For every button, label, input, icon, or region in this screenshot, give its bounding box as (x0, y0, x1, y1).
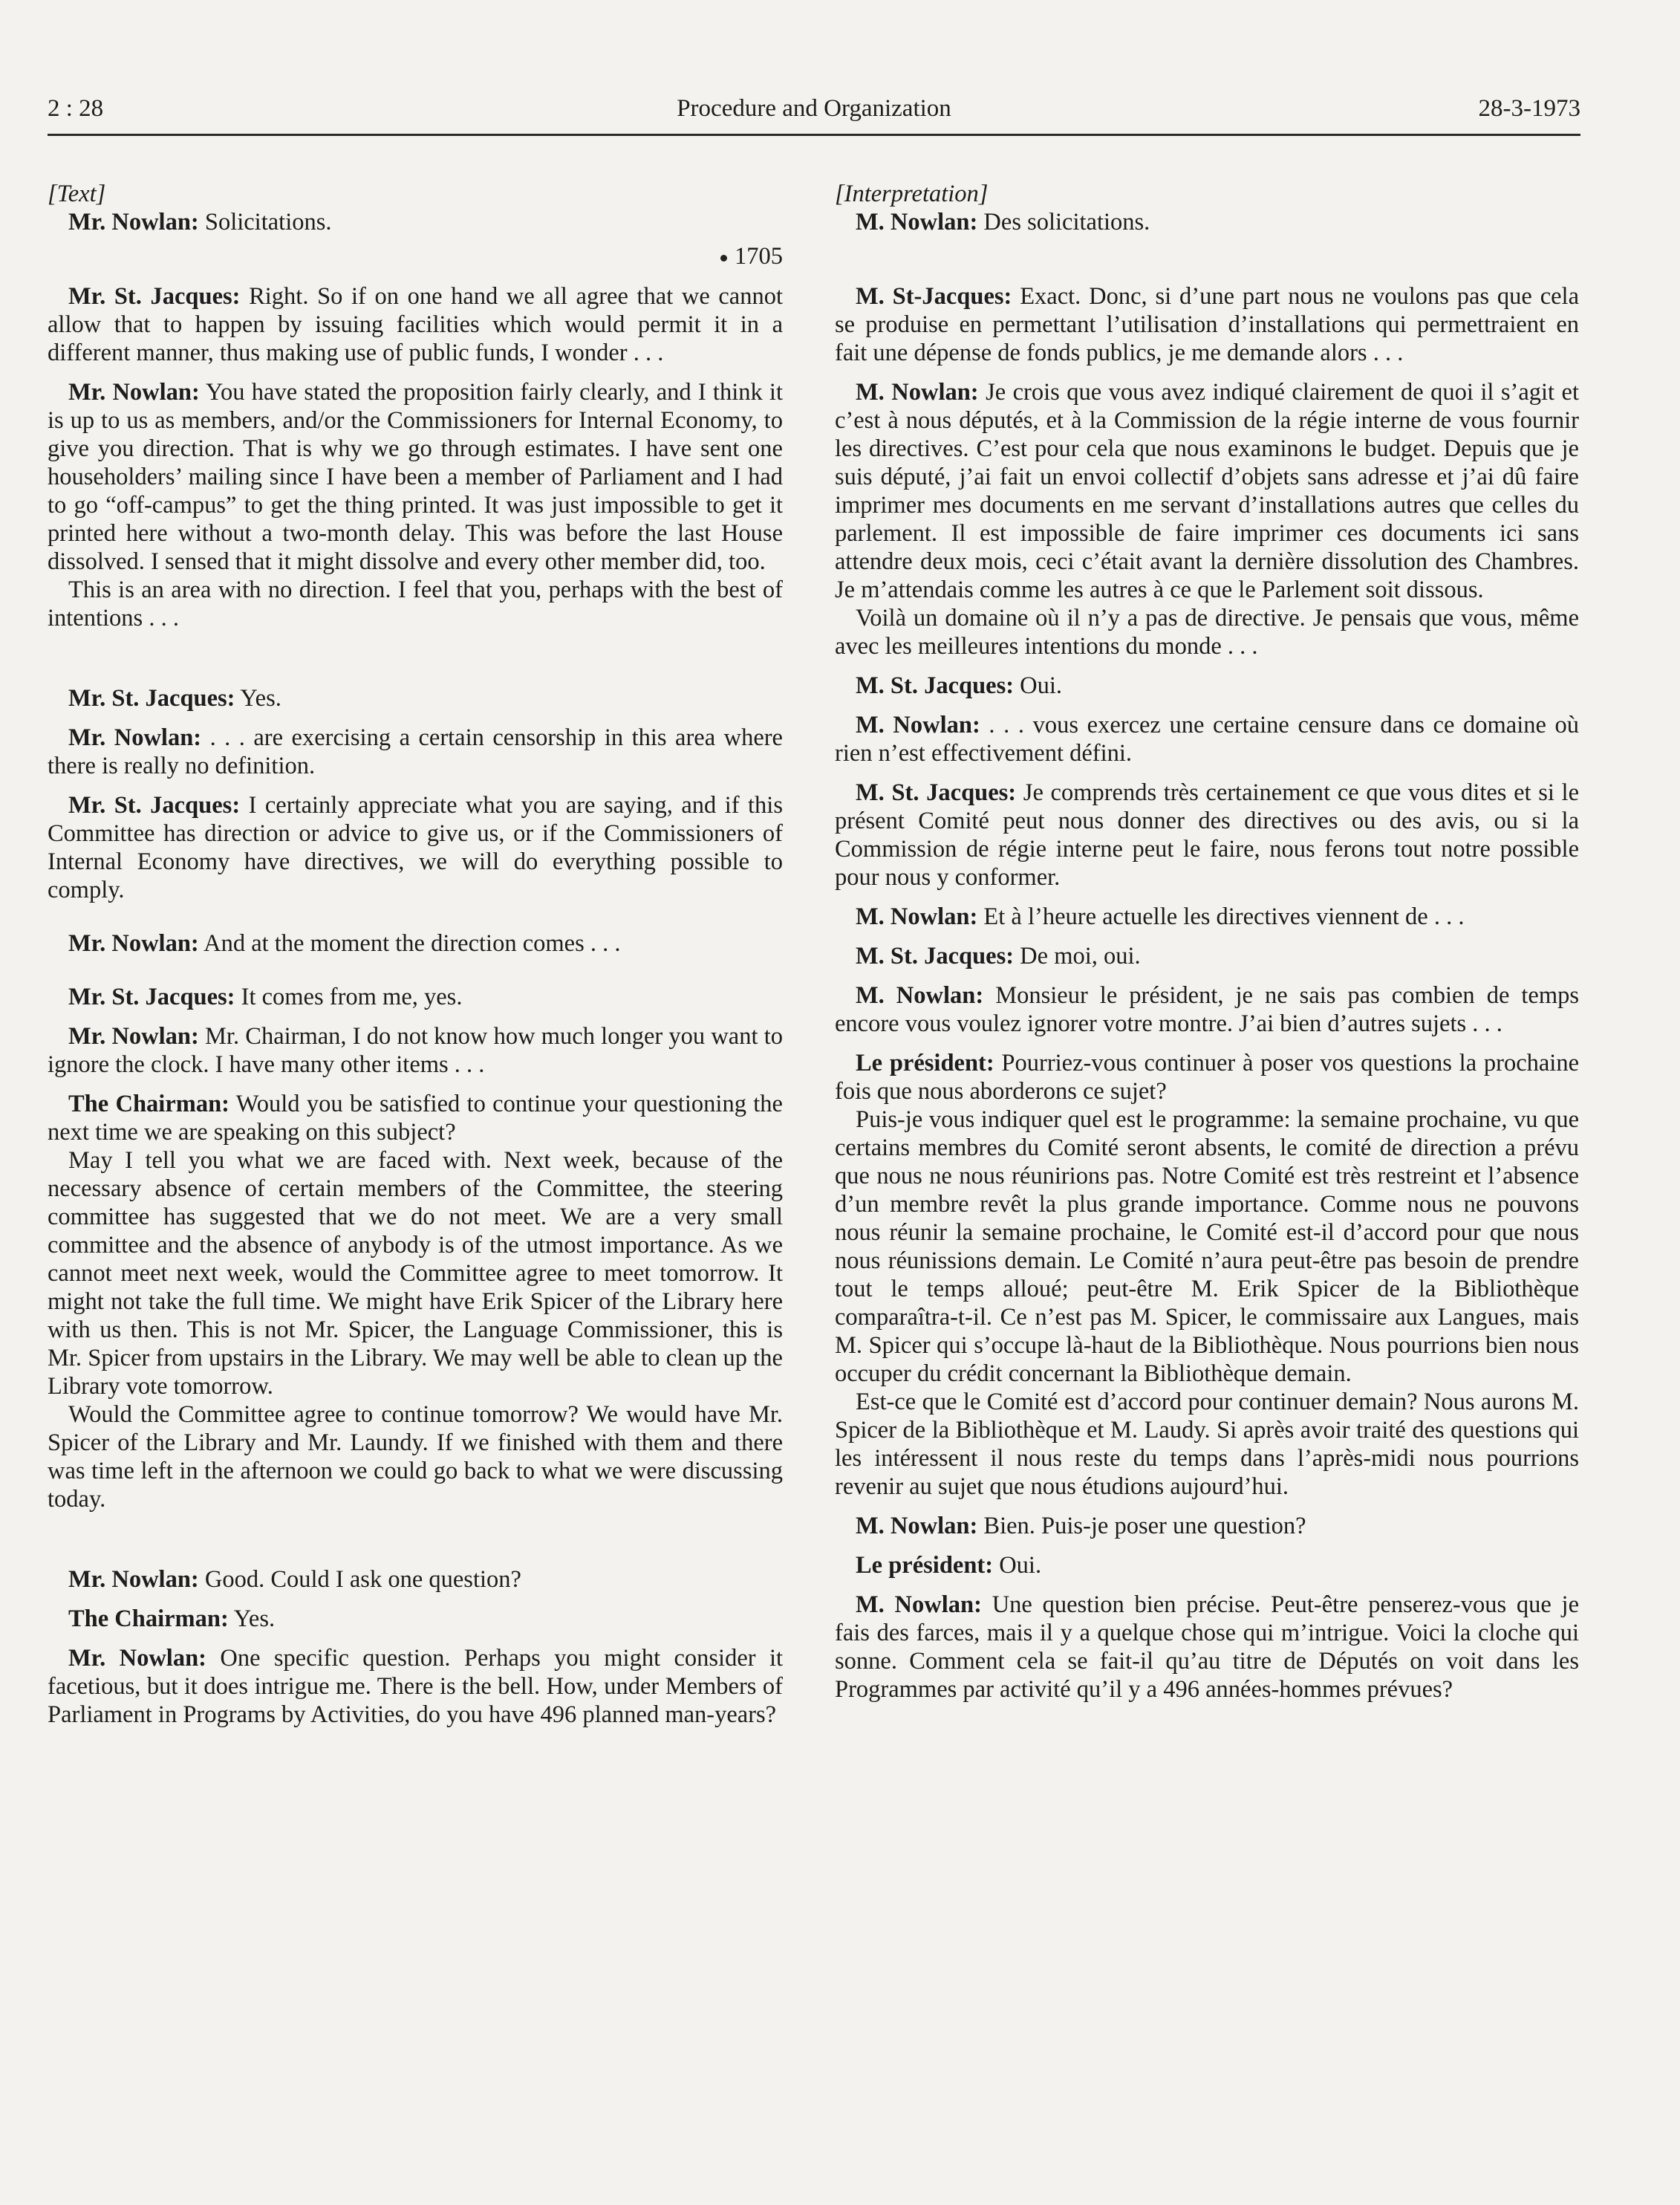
speaker-name: Mr. Nowlan: (68, 1645, 206, 1672)
speech-paragraph (48, 1090, 783, 1146)
speech-text: Bien. Puis-je poser une question? (983, 1513, 1306, 1539)
speech-text: Yes. (240, 685, 281, 712)
speech-text: Mr. Chairman, I do not know how much longer you want to ignore the clock. I have many other items . . . (48, 1023, 783, 1078)
speaker-name: Mr. Nowlan: (68, 379, 200, 406)
continuation-paragraph (48, 1400, 783, 1513)
page-number: 2 : 28 (48, 95, 104, 122)
speaker-name: M. Nowlan: (856, 379, 979, 406)
speaker-name: Mr. St. Jacques: (68, 685, 235, 712)
speech-paragraph (835, 1049, 1579, 1105)
speech-paragraph (835, 378, 1579, 604)
speech-text: Est-ce que le Comité est d’accord pour continuer demain? Nous aurons M. Spicer de la Bibliothèque et M. Laudy. Si après avoir traité des questions qui les intéressent il nous reste du temps dans l’après-midi nous pourrions revenir au sujet que nous étudions aujourd’hui. (835, 1389, 1579, 1500)
speaker-name: Mr. St. Jacques: (68, 283, 241, 310)
speech-text: Je comprends très certainement ce que vous dites et si le présent Comité peut nous donner des directives ou des avis, ou si la Commission de régie interne peut le faire, nous ferons tout notre possible pour nous y conformer. (835, 779, 1579, 891)
speech-text: Oui. (999, 1552, 1042, 1579)
french-body (835, 208, 1579, 1704)
speech-paragraph (835, 903, 1579, 931)
speech-text: Une question bien précise. Peut-être penserez-vous que je fais des farces, mais il y a quelque chose qui m’intrigue. Voici la cloche qui sonne. Comment cela se fait-il qu’au titre de Députés on voit dans les Programmes par activité qu’il y a 496 années-hommes prévues? (835, 1591, 1579, 1703)
speaker-name: Mr. Nowlan: (68, 930, 199, 957)
speaker-name: Mr. St. Jacques: (68, 792, 241, 819)
speech-paragraph (48, 724, 783, 780)
speech-paragraph (48, 1565, 783, 1594)
speech-text: Voilà un domaine où il n’y a pas de directive. Je pensais que vous, même avec les meilleures intentions du monde . . . (835, 605, 1579, 660)
speech-text: Exact. Donc, si d’une part nous ne voulons pas que cela se produise en permettant l’utilisation d’installations qui permettraient en fait une dépense de fonds publics, je me demande alors . . . (835, 283, 1579, 366)
speech-paragraph (48, 378, 783, 576)
speech-paragraph (835, 282, 1579, 367)
speech-paragraph (48, 929, 783, 958)
timestamp-marker (48, 242, 783, 270)
speaker-name: M. Nowlan: (856, 712, 980, 738)
speech-paragraph (835, 208, 1579, 236)
speaker-name: M. Nowlan: (856, 903, 978, 930)
speech-text: Right. So if on one hand we all agree that we cannot allow that to happen by issuing facilities which would permit it in a different manner, thus making use of public funds, I wonder . . . (48, 283, 783, 366)
speaker-name: M. Nowlan: (856, 1591, 982, 1618)
continuation-paragraph (835, 1105, 1579, 1388)
speech-text: Des solicitations. (983, 209, 1150, 236)
speaker-name: M. St. Jacques: (856, 672, 1015, 699)
speaker-name: The Chairman: (68, 1091, 229, 1117)
speech-text: De moi, oui. (1020, 943, 1141, 970)
speaker-name: M. St-Jacques: (856, 283, 1012, 310)
running-title: Procedure and Organization (677, 95, 951, 122)
speech-text: Would you be satisfied to continue your questioning the next time we are speaking on this subject? (48, 1091, 783, 1146)
speech-text: Would the Committee agree to continue tomorrow? We would have Mr. Spicer of the Library and Mr. Laundy. If we finished with them and there was time left in the afternoon we could go back to what we were discussing today. (48, 1401, 783, 1513)
french-column (835, 180, 1579, 1704)
speech-text: Solicitations. (204, 209, 332, 236)
speech-text: And at the moment the direction comes . . . (204, 930, 621, 957)
speaker-name: Mr. St. Jacques: (68, 984, 235, 1010)
continuation-paragraph (48, 1146, 783, 1400)
speech-text: Puis-je vous indiquer quel est le programme: la semaine prochaine, vu que certains membres du Comité seront absents, le comité de direction a prévu que nous ne nous réunirions pas. Notre Comité est très restreint et l’absence d’un membre revêt la plus grande importance. Comme nous ne pouvons nous réunir la semaine prochaine, le Comité est-il d’accord pour que nous nous réunissions demain. Le Comité n’aura peut-être pas besoin de prendre tout le temps alloué; peut-être M. Erik Spicer de la Bibliothèque comparaîtra-t-il. Ce n’est pas M. Spicer, le commissaire aux Langues, mais M. Spicer qui s’occupe là-haut de la Bibliothèque. Nous pourrions bien nous occuper du crédit concernant la Bibliothèque demain. (835, 1106, 1579, 1387)
speech-paragraph (835, 942, 1579, 970)
continuation-paragraph (48, 576, 783, 632)
speaker-name: Le président: (856, 1050, 994, 1076)
speech-paragraph (48, 282, 783, 367)
english-label: [Text] (48, 181, 106, 207)
speaker-name: Le président: (856, 1552, 994, 1579)
speech-text: Yes. (233, 1605, 276, 1632)
english-column (48, 180, 783, 1729)
speaker-name: Mr. Nowlan: (68, 209, 199, 236)
speaker-name: M. Nowlan: (856, 1513, 978, 1539)
speech-text: It comes from me, yes. (241, 984, 463, 1010)
speaker-name: M. St. Jacques: (856, 779, 1017, 806)
speech-paragraph (48, 1022, 783, 1079)
speech-text: Et à l’heure actuelle les directives viennent de . . . (983, 903, 1465, 930)
header-date: 28-3-1973 (1478, 95, 1580, 122)
page-header (48, 91, 1580, 136)
speech-paragraph (835, 711, 1579, 767)
speech-paragraph (835, 1512, 1579, 1540)
speech-paragraph (48, 684, 783, 712)
speech-paragraph (835, 1551, 1579, 1579)
speech-paragraph (835, 779, 1579, 892)
speech-text: You have stated the proposition fairly clearly, and I think it is up to us as members, and/or the Commissioners for Internal Economy, to give you direction. That is why we go through estimates. I have sent one householders’ mailing since I have been a member of Parliament and I had to go “off-campus” to get the thing printed. It was just impossible to get it printed here without a two-month delay. This was before the last House dissolved. I sensed that it might dissolve and every other member did, too. (48, 379, 783, 575)
speech-paragraph (48, 1605, 783, 1633)
speech-text: Oui. (1020, 672, 1063, 699)
speech-text: . . . vous exercez une certaine censure dans ce domaine où rien n’est effectivement défini. (835, 712, 1580, 767)
speech-paragraph (835, 981, 1579, 1038)
bullet-icon (720, 255, 727, 262)
speech-paragraph (48, 1644, 783, 1729)
timestamp-text: 1705 (735, 243, 783, 270)
speech-text: Good. Could I ask one question? (204, 1566, 521, 1593)
speaker-name: The Chairman: (68, 1605, 229, 1632)
speech-text: This is an area with no direction. I feel that you, perhaps with the best of intentions . . . (48, 577, 783, 631)
speaker-name: Mr. Nowlan: (68, 1566, 199, 1593)
speech-paragraph (835, 672, 1579, 700)
speech-paragraph (48, 208, 783, 236)
speech-text: I certainly appreciate what you are saying, and if this Committee has direction or advice to give us, or if the Commissioners of Internal Economy have directives, we will do everything possible to comply. (48, 792, 783, 903)
speaker-name: Mr. Nowlan: (68, 1023, 199, 1050)
continuation-paragraph (835, 604, 1579, 660)
speech-text: May I tell you what we are faced with. Next week, because of the necessary absence of certain members of the Committee, the steering committee has suggested that we do not meet. We are a very small committee and the absence of anybody is of the utmost importance. As we cannot meet next week, would the Committee agree to meet tomorrow. It might not take the full time. We might have Erik Spicer of the Library here with us then. This is not Mr. Spicer, the Language Commissioner, this is Mr. Spicer from upstairs in the Library. We may well be able to clean up the Library vote tomorrow. (48, 1147, 783, 1400)
speech-paragraph (48, 983, 783, 1011)
speaker-name: M. St. Jacques: (856, 943, 1015, 970)
speaker-name: M. Nowlan: (856, 982, 984, 1009)
speaker-name: M. Nowlan: (856, 209, 978, 236)
speech-text: One specific question. Perhaps you might consider it facetious, but it does intrigue me. There is the bell. How, under Members of Parliament in Programs by Activities, do you have 496 planned man-years? (48, 1645, 783, 1728)
speech-paragraph (48, 791, 783, 904)
speech-paragraph (835, 1591, 1579, 1704)
continuation-paragraph (835, 1388, 1579, 1501)
english-body (48, 208, 783, 1729)
speech-text: Monsieur le président, je ne sais pas combien de temps encore vous voulez ignorer votre montre. J’ai bien d’autres sujets . . . (835, 982, 1580, 1037)
speech-text: Je crois que vous avez indiqué clairement de quoi il s’agit et c’est à nous députés, et à la Commission de la régie interne de vous fournir les directives. C’est pour cela que nous examinons le budget. Depuis que je suis député, j’ai fait un envoi collectif d’objets sans adresse et j’ai dû faire imprimer mes documents en me servant d’installations autres que celles du parlement. Il est impossible de faire imprimer ces documents ici sans attendre deux mois, ceci c’était avant la dernière dissolution des Chambres. Je m’attendais comme les autres à ce que le Parlement soit dissous. (835, 379, 1579, 603)
speech-text: Pourriez-vous continuer à poser vos questions la prochaine fois que nous aborderons ce sujet? (835, 1050, 1579, 1105)
speaker-name: Mr. Nowlan: (68, 724, 202, 751)
french-label: [Interpretation] (835, 181, 989, 207)
speech-text: . . . are exercising a certain censorship in this area where there is really no definition. (48, 724, 783, 779)
